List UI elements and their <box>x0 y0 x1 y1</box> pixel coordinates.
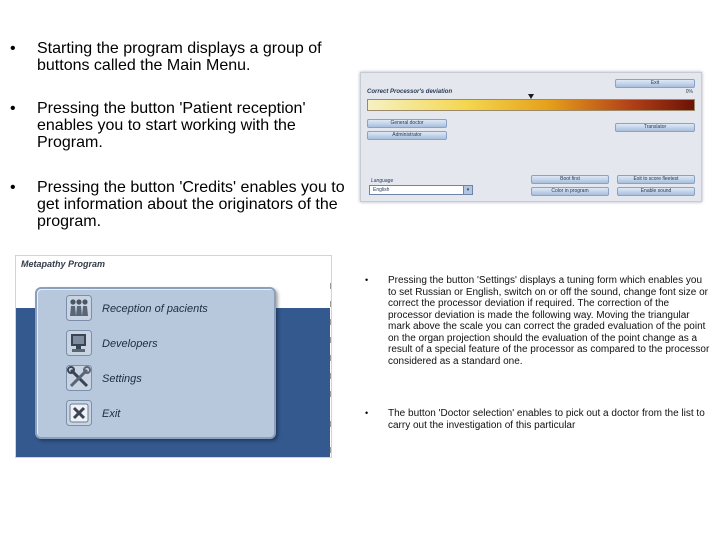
bullet-credits <box>10 179 350 230</box>
translator-button[interactable]: Translator <box>615 123 695 132</box>
deviation-title: Correct Processor's deviation <box>367 89 453 95</box>
menu-label-reception: Reception of pacients <box>102 303 208 315</box>
deviation-scale <box>367 99 695 111</box>
scrollbar[interactable] <box>330 271 332 457</box>
menu-label-settings: Settings <box>102 373 142 385</box>
tools-icon[interactable] <box>66 365 92 391</box>
bullet-mark: • <box>365 275 369 285</box>
menu-item-developers[interactable] <box>62 330 267 360</box>
menu-label-exit: Exit <box>102 408 121 420</box>
menu-label-developers: Developers <box>102 338 158 350</box>
bullet-mark: • <box>10 179 16 196</box>
menu-item-settings[interactable] <box>62 365 267 395</box>
menu-item-reception[interactable] <box>62 295 267 325</box>
app-title: Metapathy Program <box>21 259 106 269</box>
bullet-text: Starting the program displays a group of buttons called the Main Menu. <box>37 40 322 74</box>
computer-icon[interactable] <box>66 330 92 356</box>
general-doctor-button[interactable]: General doctor <box>367 119 447 128</box>
color-button[interactable]: Color in program <box>531 187 609 196</box>
bullet-text: Pressing the button 'Settings' displays a tuning form which enables you to set Russian or English, switch on or off the sound, change font size or correct the processor deviation if required. The correction of the processor deviation is made the following way. Moving the triangular mark above the scale you can correct the graded evaluation of the point on the organ projection should the evaluation of the point change as a result of a special feature of the processor as compared to the processor considered as a standard one. <box>388 275 710 367</box>
exit-button[interactable]: Exit <box>615 79 695 88</box>
bullet-text: Pressing the button 'Patient reception' enables you to start working with the Program. <box>37 100 306 151</box>
administrator-button[interactable]: Administrator <box>367 131 447 140</box>
deviation-percent: 0% <box>685 89 693 95</box>
bullet-text: Pressing the button 'Credits' enables you to get information about the originators of the program. <box>37 179 345 230</box>
deviation-marker[interactable] <box>528 94 534 99</box>
patients-icon[interactable] <box>66 295 92 321</box>
boot-first-button[interactable]: Boot first <box>531 175 609 184</box>
deviation-scale-track <box>367 99 695 111</box>
bullet-doctor-selection <box>360 408 710 431</box>
settings-form <box>360 72 702 202</box>
bullet-patient-reception <box>10 100 350 151</box>
language-select[interactable] <box>369 185 473 195</box>
main-menu-panel <box>35 287 276 439</box>
bullet-settings <box>360 275 710 367</box>
menu-item-exit[interactable] <box>62 400 267 430</box>
exit-icon[interactable] <box>66 400 92 426</box>
language-label: Language <box>371 178 394 184</box>
sound-button[interactable]: Enable sound <box>617 187 695 196</box>
bullet-mark: • <box>10 40 16 57</box>
bullet-mark: • <box>365 408 369 418</box>
bullet-main-menu <box>10 40 350 74</box>
chevron-down-icon[interactable]: ▾ <box>463 186 472 194</box>
language-value: English <box>373 187 390 193</box>
bullet-text: The button 'Doctor selection' enables to pick out a doctor from the list to carry out the investigation of this particular <box>388 408 705 431</box>
bullet-mark: • <box>10 100 16 117</box>
font-size-button[interactable]: Exit to score fleetest <box>617 175 695 184</box>
